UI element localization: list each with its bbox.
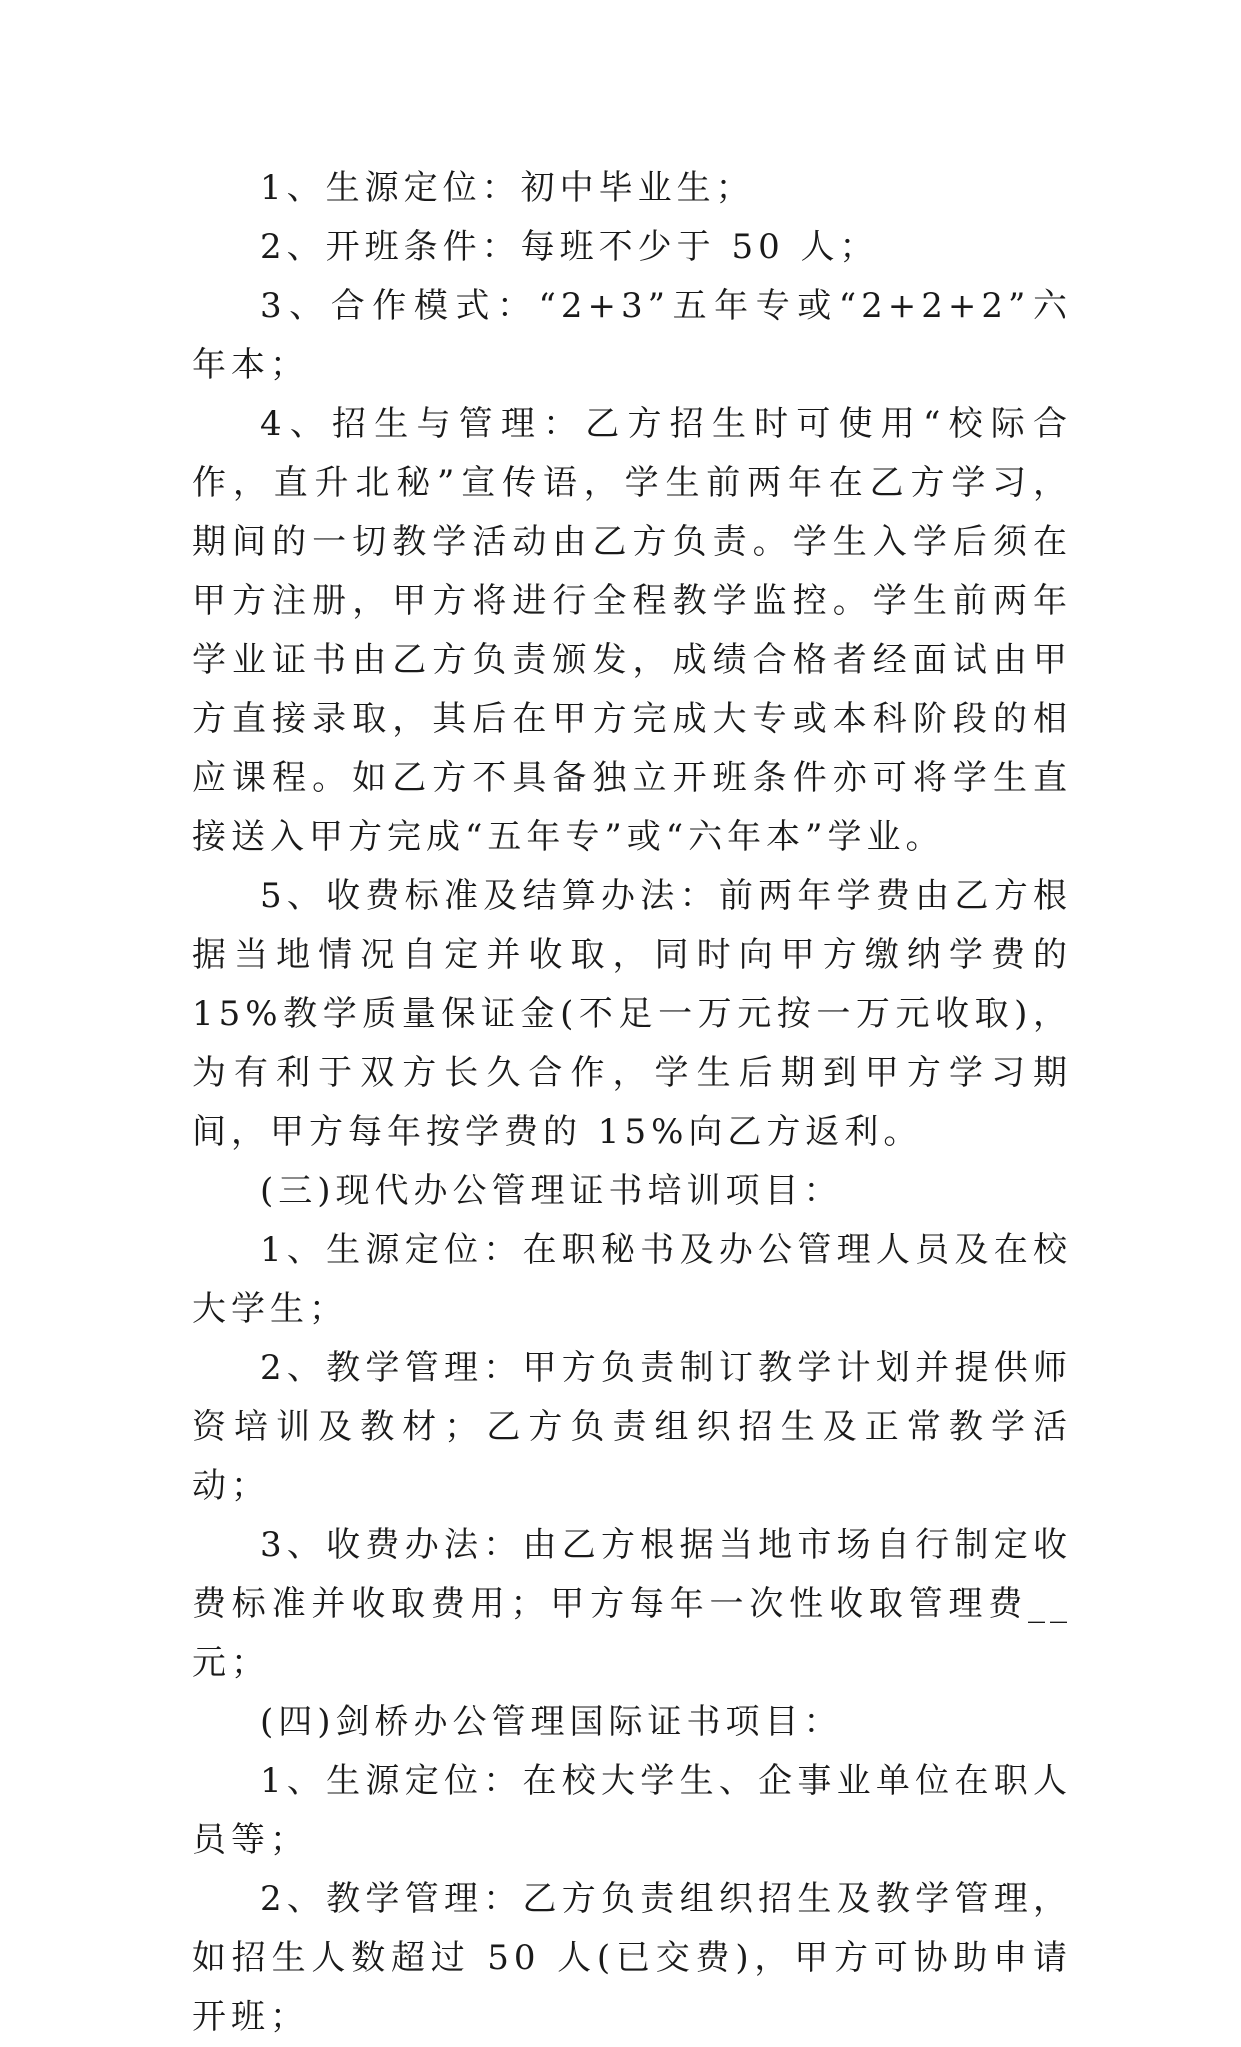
- paragraph: 2、开班条件：每班不少于 50 人；: [260, 227, 879, 267]
- paragraph: 1、生源定位：在校大学生、企事业单位在职人员等；: [192, 1761, 1072, 1860]
- paragraph: 4、招生与管理：乙方招生时可使用“校际合作，直升北秘”宣传语，学生前两年在乙方学习，期间的一切教学活动由乙方负责。学生入学后须在甲方注册，甲方将进行全程教学监控。学生前两年学业证书由乙方负责颁发，成绩合格者经面试由甲方直接录取，其后在甲方完成大专或本科阶段的相应课程。如乙方不具备独立开班条件亦可将学生直接送入甲方完成“五年专”或“六年本”学业。: [192, 404, 1072, 857]
- paragraph: 1、生源定位：在职秘书及办公管理人员及在校大学生；: [192, 1230, 1072, 1329]
- paragraph: 3、收费办法：由乙方根据当地市场自行制定收费标准并收取费用；甲方每年一次性收取管理费__元；: [192, 1525, 1072, 1683]
- paragraph: 5、收费标准及结算办法：前两年学费由乙方根据当地情况自定并收取，同时向甲方缴纳学费的 15%教学质量保证金(不足一万元按一万元收取)，为有利于双方长久合作，学生后期到甲方学习期间，甲方每年按学费的 15%向乙方返利。: [192, 876, 1072, 1152]
- section-heading: (四)剑桥办公管理国际证书项目：: [260, 1702, 843, 1742]
- paragraph: 2、教学管理：乙方负责组织招生及教学管理，如招生人数超过 50 人(已交费)，甲方可协助申请开班；: [192, 1879, 1072, 2037]
- paragraph: 1、生源定位：初中毕业生；: [260, 168, 755, 208]
- section-heading: (三)现代办公管理证书培训项目：: [260, 1171, 843, 1211]
- paragraph: 2、教学管理：甲方负责制订教学计划并提供师资培训及教材；乙方负责组织招生及正常教学活动；: [192, 1348, 1072, 1506]
- paragraph: 3、合作模式：“2+3”五年专或“2+2+2”六年本；: [192, 286, 1072, 385]
- document-body: [192, 159, 1072, 2047]
